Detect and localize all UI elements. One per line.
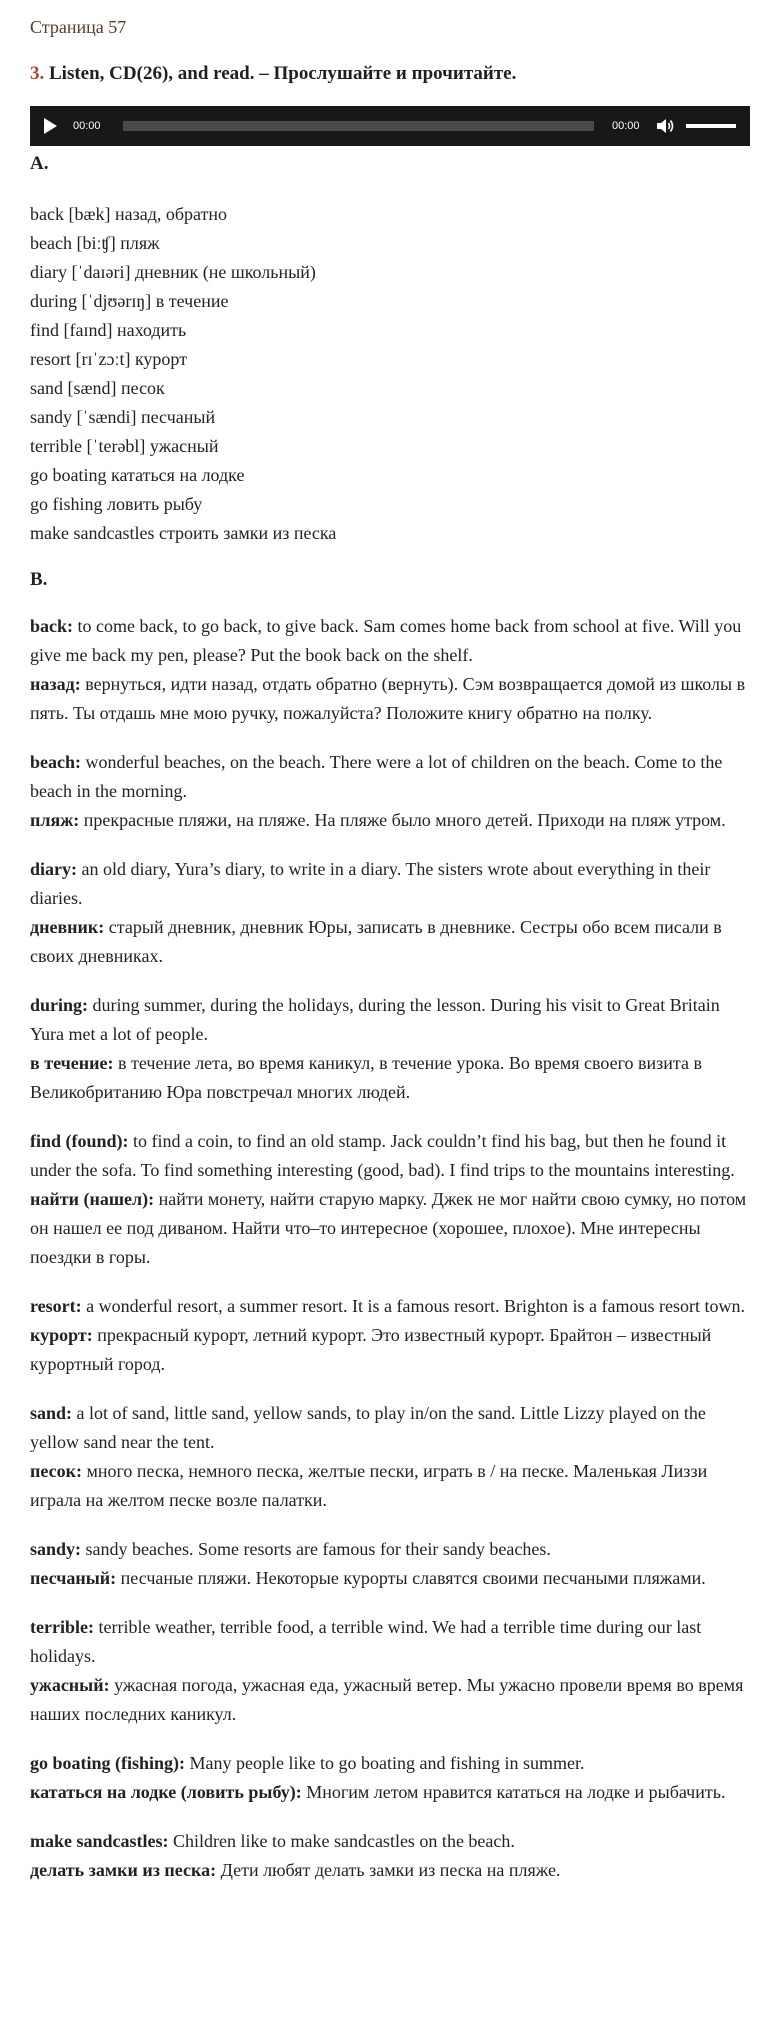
entry-ru-term: найти (нашел): — [30, 1189, 155, 1209]
entry-ru-text: вернуться, идти назад, отдать обратно (вернуть). Сэм возвращается домой из школы в пять. Ты отдашь мне мою ручку, пожалуйста? Положите книгу обратно на полку. — [30, 674, 746, 723]
entry-en-term: make sandcastles: — [30, 1831, 169, 1851]
entry-en — [30, 855, 750, 913]
entry-ru-text: старый дневник, дневник Юры, записать в дневнике. Сестры обо всем писали в своих дневниках. — [30, 917, 722, 966]
entry-ru-term: песок: — [30, 1461, 82, 1481]
entry-en-text: an old diary, Yura’s diary, to write in a diary. The sisters wrote about everything in their diaries. — [30, 859, 711, 908]
entry-en — [30, 1827, 750, 1856]
section-a-label: A. — [30, 153, 49, 174]
vocab-item: diary [ˈdaɪəri] дневник (не школьный) — [30, 262, 316, 282]
vocab-item: find [faɪnd] находить — [30, 320, 187, 340]
entry-diary — [30, 855, 750, 971]
exercise-number: 3. — [30, 63, 45, 84]
entry-en — [30, 748, 750, 806]
entry-ru-term: курорт: — [30, 1325, 93, 1345]
entry-resort — [30, 1292, 750, 1379]
entry-en-text: a lot of sand, little sand, yellow sands, to play in/on the sand. Little Lizzy played on the yellow sand near the tent. — [30, 1403, 706, 1452]
entry-ru — [30, 670, 750, 728]
entry-en-text: Many people like to go boating and fishing in summer. — [185, 1753, 585, 1773]
entry-ru — [30, 1778, 750, 1807]
exercise-title: Listen, CD(26), and read. – Прослушайте и прочитайте. — [49, 63, 517, 84]
entry-during — [30, 991, 750, 1107]
entry-en — [30, 991, 750, 1049]
entry-ru-term: кататься на лодке (ловить рыбу): — [30, 1782, 302, 1802]
entry-ru-term: дневник: — [30, 917, 105, 937]
entry-en-text: during summer, during the holidays, during the lesson. During his visit to Great Britain Yura met a lot of people. — [30, 995, 720, 1044]
entry-ru-text: ужасная погода, ужасная еда, ужасный ветер. Мы ужасно провели время во время наших последних каникул. — [30, 1675, 744, 1724]
vocab-list — [30, 200, 750, 548]
vocab-item: resort [rɪˈzɔːt] курорт — [30, 349, 188, 369]
entry-ru-text: много песка, немного песка, желтые пески, играть в / на песке. Маленькая Лиззи играла на желтом песке возле палатки. — [30, 1461, 708, 1510]
progress-bar[interactable] — [123, 121, 594, 131]
vocab-item: sandy [ˈsændi] песчаный — [30, 407, 216, 427]
entry-ru-text: песчаные пляжи. Некоторые курорты славятся своими песчаными пляжами. — [116, 1568, 706, 1588]
entry-ru-text: Дети любят делать замки из песка на пляже. — [216, 1860, 561, 1880]
audio-player — [30, 106, 750, 146]
entry-ru-text: в течение лета, во время каникул, в течение урока. Во время своего визита в Великобританию Юра повстречал многих людей. — [30, 1053, 702, 1102]
page-content — [30, 0, 750, 1905]
vocab-item: terrible [ˈterəbl] ужасный — [30, 436, 219, 456]
entry-ru — [30, 1856, 750, 1885]
entry-ru-text: прекрасный курорт, летний курорт. Это известный курорт. Брайтон – известный курортный город. — [30, 1325, 712, 1374]
entry-en-text: terrible weather, terrible food, a terrible wind. We had a terrible time during our last holidays. — [30, 1617, 702, 1666]
vocab-item: sand [sænd] песок — [30, 378, 165, 398]
entry-en — [30, 612, 750, 670]
entry-ru — [30, 1671, 750, 1729]
volume-slider[interactable] — [686, 124, 736, 128]
vocab-item: make sandcastles строить замки из песка — [30, 523, 337, 543]
duration-time: 00:00 — [612, 120, 640, 132]
entry-ru — [30, 1049, 750, 1107]
entry-ru — [30, 1185, 750, 1272]
entry-en — [30, 1399, 750, 1457]
entry-make-sandcastles — [30, 1827, 750, 1885]
entry-ru-term: песчаный: — [30, 1568, 117, 1588]
entry-ru-text: найти монету, найти старую марку. Джек не мог найти свою сумку, но потом он нашел ее под диваном. Найти что–то интересное (хорошее, плохое). Мне интересны поездки в горы. — [30, 1189, 747, 1267]
entry-ru — [30, 913, 750, 971]
entry-en-text: to come back, to go back, to give back. Sam comes home back from school at five. Will you give me back my pen, please? Put the book back on the shelf. — [30, 616, 742, 665]
entry-beach — [30, 748, 750, 835]
entry-en-term: diary: — [30, 859, 77, 879]
entry-en-text: to find a coin, to find an old stamp. Jack couldn’t find his bag, but then he found it under the sofa. To find something interesting (good, bad). I find trips to the mountains interesting. — [30, 1131, 735, 1180]
entry-en — [30, 1535, 750, 1564]
entry-en-text: wonderful beaches, on the beach. There were a lot of children on the beach. Come to the beach in the morning. — [30, 752, 723, 801]
entry-en-text: sandy beaches. Some resorts are famous for their sandy beaches. — [81, 1539, 551, 1559]
entry-en-term: sandy: — [30, 1539, 82, 1559]
entry-en-term: resort: — [30, 1296, 82, 1316]
entry-en — [30, 1127, 750, 1185]
entry-en-term: go boating (fishing): — [30, 1753, 186, 1773]
current-time: 00:00 — [73, 120, 101, 132]
entry-en-term: find (found): — [30, 1131, 129, 1151]
entry-back — [30, 612, 750, 728]
entry-en-text: a wonderful resort, a summer resort. It is a famous resort. Brighton is a famous resort town. — [81, 1296, 745, 1316]
entry-ru-term: назад: — [30, 674, 81, 694]
entry-en-term: beach: — [30, 752, 81, 772]
entry-en — [30, 1292, 750, 1321]
entry-ru — [30, 806, 750, 835]
page-label: Страница 57 — [30, 17, 127, 37]
entry-terrible — [30, 1613, 750, 1729]
vocab-item: back [bæk] назад, обратно — [30, 204, 228, 224]
entry-ru-term: пляж: — [30, 810, 80, 830]
entry-en-term: back: — [30, 616, 74, 636]
entry-ru-text: Многим летом нравится кататься на лодке и рыбачить. — [301, 1782, 726, 1802]
entry-en — [30, 1613, 750, 1671]
exercise-heading — [30, 62, 750, 86]
entry-en-term: sand: — [30, 1403, 73, 1423]
entry-ru-term: в течение: — [30, 1053, 114, 1073]
entry-en — [30, 1749, 750, 1778]
vocab-item: go boating кататься на лодке — [30, 465, 245, 485]
entry-find — [30, 1127, 750, 1272]
entry-ru — [30, 1321, 750, 1379]
entry-en-term: terrible: — [30, 1617, 94, 1637]
vocab-item: during [ˈdjʊərɪŋ] в течение — [30, 291, 229, 311]
entry-ru — [30, 1564, 750, 1593]
play-icon[interactable] — [44, 118, 57, 134]
entry-en-text: Children like to make sandcastles on the beach. — [168, 1831, 515, 1851]
entry-ru — [30, 1457, 750, 1515]
entry-ru-text: прекрасные пляжи, на пляже. На пляже было много детей. Приходи на пляж утром. — [79, 810, 726, 830]
entry-ru-term: ужасный: — [30, 1675, 110, 1695]
entry-ru-term: делать замки из песка: — [30, 1860, 217, 1880]
entry-en-term: during: — [30, 995, 89, 1015]
vocab-item: go fishing ловить рыбу — [30, 494, 203, 514]
entry-sand — [30, 1399, 750, 1515]
entry-sandy — [30, 1535, 750, 1593]
section-b-label: B. — [30, 569, 48, 590]
vocab-item: beach [biːʧ] пляж — [30, 233, 160, 253]
entry-go-boating — [30, 1749, 750, 1807]
entries-list — [30, 612, 750, 1885]
volume-icon[interactable] — [656, 117, 676, 135]
